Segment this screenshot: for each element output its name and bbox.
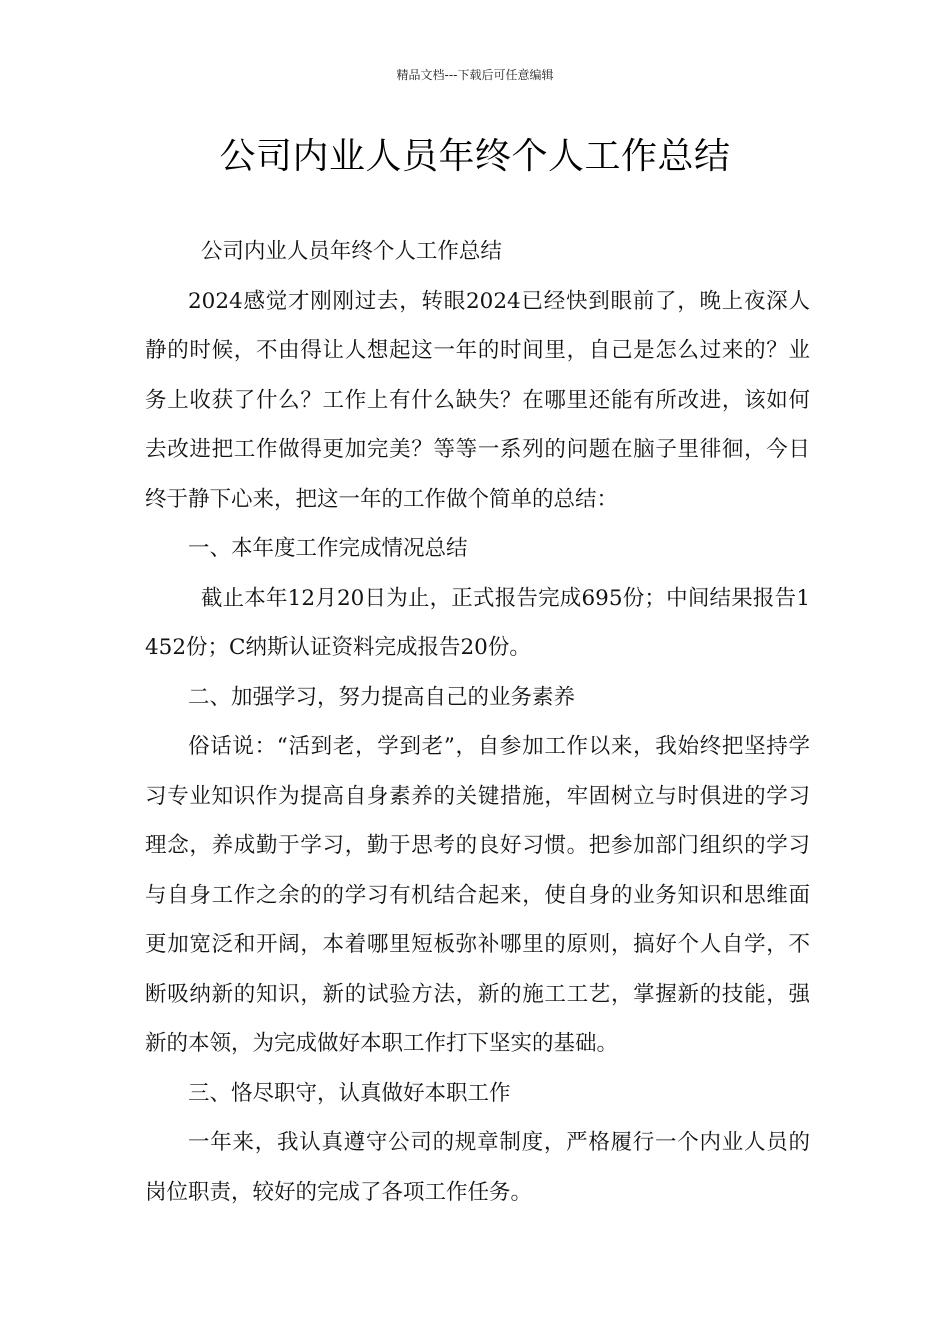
paragraph-section-2: 俗话说：“活到老，学到老”，自参加工作以来，我始终把坚持学习专业知识作为提高自身素养的关键措施，牢固树立与时俱进的学习理念，养成勤于学习，勤于思考的良好习惯。把参加部门组织的学习与自身工作之余的的学习有机结合起来，使自身的业务知识和思维面更加宽泛和开阔，本着哪里短板弥补哪里的原则，搞好个人自学，不断吸纳新的知识，新的试验方法，新的施工工艺，掌握新的技能，强新的本领，为完成做好本职工作打下坚实的基础。 (145, 734, 810, 1056)
section-heading-3: 三、恪尽职守，认真做好本职工作 (188, 1080, 511, 1106)
paragraph-section-3: 一年来，我认真遵守公司的规章制度，严格履行一个内业人员的岗位职责，较好的完成了各项工作任务。 (145, 1130, 810, 1205)
document-title: 公司内业人员年终个人工作总结 (219, 136, 731, 177)
section-heading-1: 一、本年度工作完成情况总结 (188, 536, 468, 561)
paragraph-section-1: 截止本年12月20日为止，正式报告完成695份；中间结果报告1452份；C纳斯认证资料完成报告20份。 (145, 585, 810, 660)
page-header: 精品文档---下载后可任意编辑 (396, 68, 554, 82)
paragraph-intro: 2024感觉才刚刚过去，转眼2024已经快到眼前了，晚上夜深人静的时候，不由得让人想起这一年的时间里，自己是怎么过来的？业务上收获了什么？工作上有什么缺失？在哪里还能有所改进，该如何去改进把工作做得更加完美？等等一系列的问题在脑子里徘徊，今日终于静下心来，把这一年的工作做个简单的总结： (145, 288, 810, 512)
document-body (145, 227, 810, 1217)
section-heading-2: 二、加强学习，努力提高自己的业务素养 (188, 684, 576, 710)
paragraph-subtitle: 公司内业人员年终个人工作总结 (200, 239, 502, 264)
